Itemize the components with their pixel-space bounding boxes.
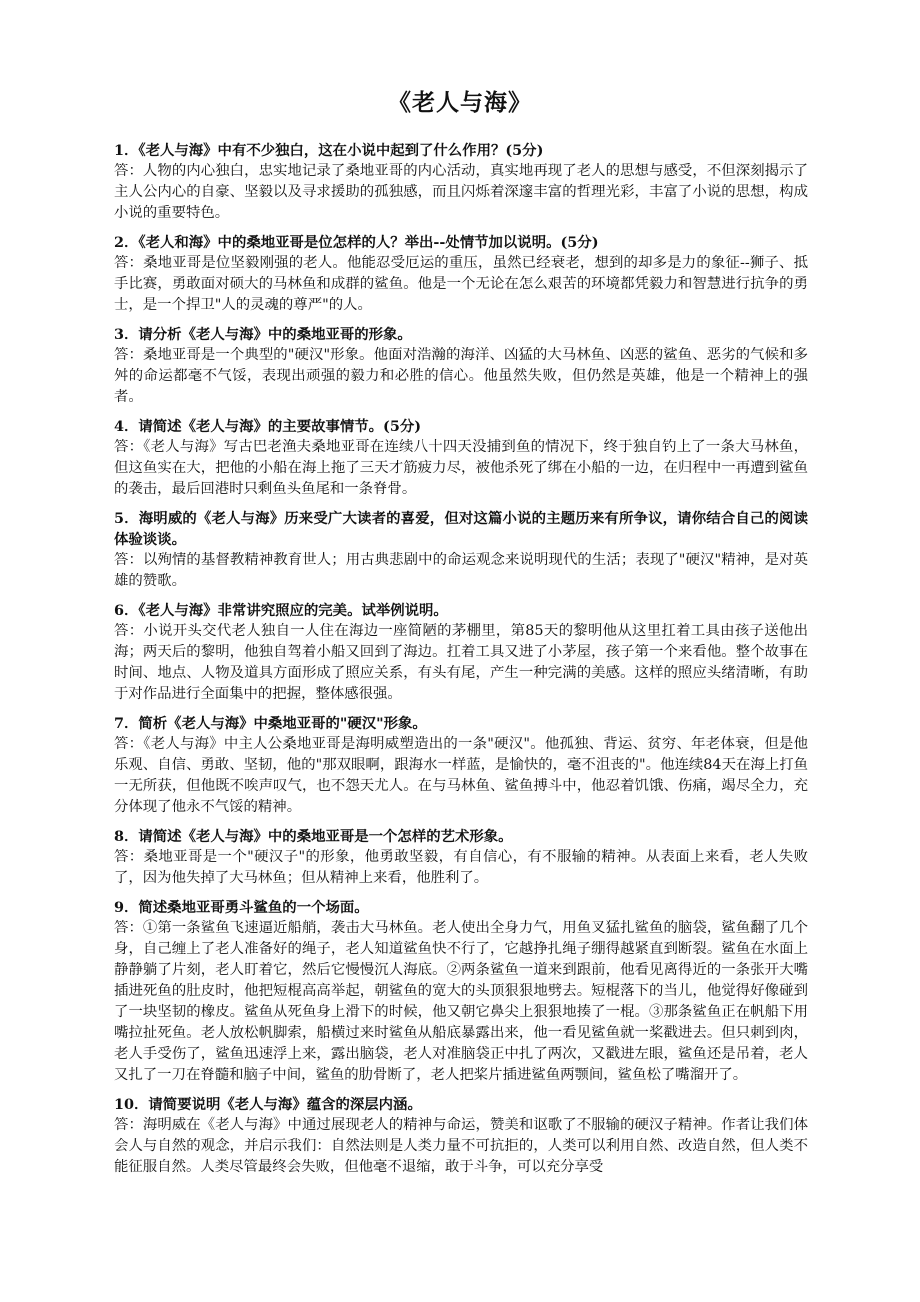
qa-item-1 xyxy=(114,140,808,224)
answer-2: 答：桑地亚哥是位坚毅刚强的老人。他能忍受厄运的重压，虽然已经衰老，想到的却多是力的象征--狮子、抵手比赛，勇敢面对硕大的马林鱼和成群的鲨鱼。他是一个无论在怎么艰苦的环境都凭毅力和智慧进行抗争的勇士，是一个捍卫"人的灵魂的尊严"的人。 xyxy=(114,255,808,313)
question-4: 4．请简述《老人与海》的主要故事情节。(5分) xyxy=(114,418,422,435)
answer-1: 答：人物的内心独白，忠实地记录了桑地亚哥的内心活动，真实地再现了老人的思想与感受，不但深刻揭示了主人公内心的自豪、坚毅以及寻求援助的孤独感，而且闪烁着深邃丰富的哲理光彩，丰富了小说的思想，构成小说的重要特色。 xyxy=(114,163,808,221)
qa-item-8 xyxy=(114,826,808,889)
document-title: 《老人与海》 xyxy=(388,89,532,116)
answer-7: 答：《老人与海》中主人公桑地亚哥是海明威塑造出的一条"硬汉"。他孤独、背运、贫穷、年老体衰，但是他乐观、自信、勇敢、坚韧，他的"那双眼啊，跟海水一样蓝，是愉快的，毫不沮丧的"。他连续84天在海上打鱼一无所获，但他既不唉声叹气，也不怨天尤人。在与马林鱼、鲨鱼搏斗中，他忍着饥饿、伤痛，竭尽全力，充分体现了他永不气馁的精神。 xyxy=(114,736,808,815)
question-10: 10．请简要说明《老人与海》蕴含的深层内涵。 xyxy=(114,1096,422,1113)
question-2: 2．《老人和海》中的桑地亚哥是位怎样的人？举出--处情节加以说明。(5分) xyxy=(114,234,599,251)
qa-item-10 xyxy=(114,1094,808,1178)
question-6: 6．《老人与海》非常讲究照应的完美。试举例说明。 xyxy=(114,602,448,619)
qa-item-3 xyxy=(114,324,808,408)
qa-list xyxy=(114,140,808,1186)
answer-4: 答：《老人与海》写古巴老渔夫桑地亚哥在连续八十四天没捕到鱼的情况下，终于独自钓上了一条大马林鱼，但这鱼实在大，把他的小船在海上拖了三天才筋疲力尽，被他杀死了绑在小船的一边，在归程中一再遭到鲨鱼的袭击，最后回港时只剩鱼头鱼尾和一条脊骨。 xyxy=(114,439,808,497)
qa-item-7 xyxy=(114,713,808,818)
qa-item-6 xyxy=(114,600,808,705)
qa-item-2 xyxy=(114,232,808,316)
qa-item-5 xyxy=(114,508,808,592)
question-7: 7．简析《老人与海》中桑地亚哥的"硬汉"形象。 xyxy=(114,715,427,732)
answer-3: 答：桑地亚哥是一个典型的"硬汉"形象。他面对浩瀚的海洋、凶猛的大马林鱼、凶恶的鲨鱼、恶劣的气候和多舛的命运都毫不气馁，表现出顽强的毅力和必胜的信心。他虽然失败，但仍然是英雄，他是一个精神上的强者。 xyxy=(114,347,808,405)
question-8: 8．请简述《老人与海》中的桑地亚哥是一个怎样的艺术形象。 xyxy=(114,828,513,845)
answer-5: 答：以殉情的基督教精神教育世人；用古典悲剧中的命运观念来说明现代的生活；表现了"硬汉"精神，是对英雄的赞歌。 xyxy=(114,552,808,589)
qa-item-4 xyxy=(114,416,808,500)
answer-10: 答：海明威在《老人与海》中通过展现老人的精神与命运，赞美和讴歌了不服输的硬汉子精神。作者让我们体会人与自然的观念，并启示我们：自然法则是人类力量不可抗拒的，人类可以利用自然、改造自然，但人类不能征服自然。人类尽管最终会失败，但他毫不退缩，敢于斗争，可以充分享受 xyxy=(114,1117,808,1175)
answer-9: 答：①第一条鲨鱼飞速逼近船艄，袭击大马林鱼。老人使出全身力气，用鱼叉猛扎鲨鱼的脑袋，鲨鱼翻了几个身，自己缠上了老人准备好的绳子，老人知道鲨鱼快不行了，它越挣扎绳子绷得越紧直到断裂。鲨鱼在水面上静静躺了片刻，老人盯着它，然后它慢慢沉人海底。②两条鲨鱼一道来到跟前，他看见离得近的一条张开大嘴插进死鱼的肚皮时，他把短棍高高举起，朝鲨鱼的宽大的头顶狠狠地劈去。短棍落下的当儿，他觉得好像碰到了一块坚韧的橡皮。鲨鱼从死鱼身上滑下的时候，他又朝它鼻尖上狠狠地揍了一棍。③那条鲨鱼正在帆船下用嘴拉扯死鱼。老人放松帆脚索，船横过来时鲨鱼从船底暴露出来，他一看见鲨鱼就一桨戳进去。但只刺到肉，老人手受伤了，鲨鱼迅速浮上来，露出脑袋，老人对准脑袋正中扎了两次，又戳进左眼，鲨鱼还是吊着，老人又扎了一刀在脊髓和脑子中间，鲨鱼的肋骨断了，老人把桨片插进鲨鱼两颚间，鲨鱼松了嘴溜开了。 xyxy=(114,920,808,1083)
question-9: 9．简述桑地亚哥勇斗鲨鱼的一个场面。 xyxy=(114,899,369,916)
answer-6: 答：小说开头交代老人独自一人住在海边一座简陋的茅棚里，第85天的黎明他从这里扛着工具由孩子送他出海；两天后的黎明，他独自驾着小船又回到了海边。扛着工具又进了小茅屋，孩子第一个来看他。整个故事在时间、地点、人物及道具方面形成了照应关系，有头有尾，产生一种完满的美感。这样的照应头绪清晰，有助于对作品进行全面集中的把握，整体感很强。 xyxy=(114,623,808,702)
question-1: 1．《老人与海》中有不少独白，这在小说中起到了什么作用？(5分) xyxy=(114,142,544,159)
qa-item-9 xyxy=(114,897,808,1086)
answer-8: 答：桑地亚哥是一个"硬汉子"的形象，他勇敢坚毅，有自信心，有不服输的精神。从表面上来看，老人失败了，因为他失掉了大马林鱼；但从精神上来看，他胜利了。 xyxy=(114,849,808,886)
question-3: 3．请分析《老人与海》中的桑地亚哥的形象。 xyxy=(114,326,412,343)
question-5: 5．海明威的《老人与海》历来受广大读者的喜爱，但对这篇小说的主题历来有所争议，请你结合自己的阅读体验谈谈。 xyxy=(114,510,808,548)
